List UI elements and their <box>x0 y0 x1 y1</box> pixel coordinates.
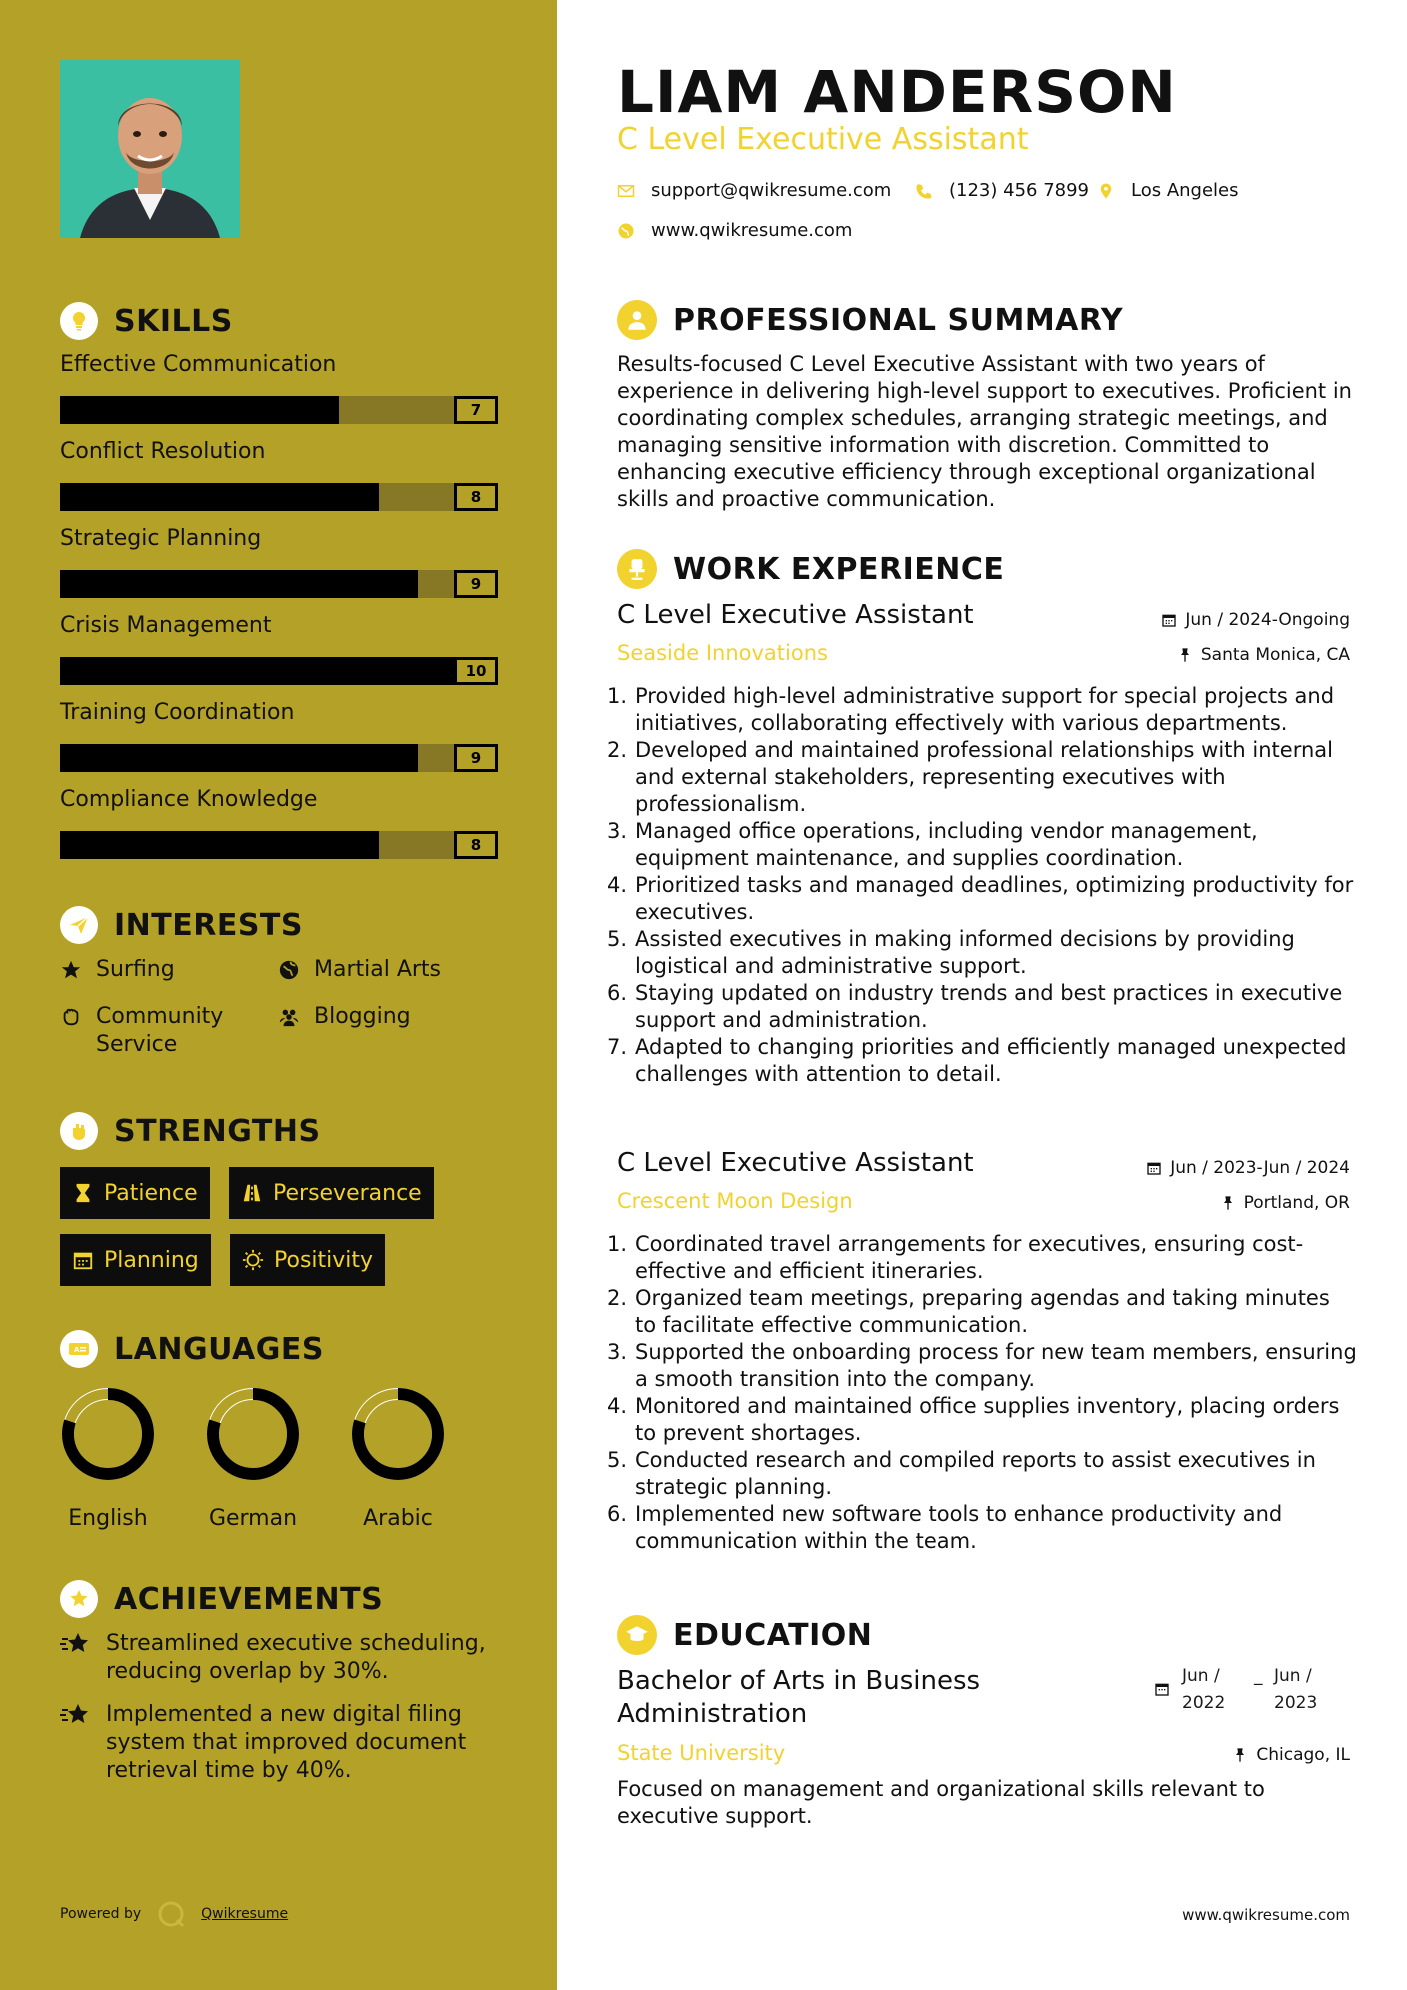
languages-heading <box>60 1330 324 1368</box>
interest-item: Martial Arts <box>278 956 441 984</box>
achievement-star-icon <box>60 1630 92 1658</box>
skill-bar <box>60 657 498 685</box>
responsibility-item: 2. Developed and maintained professional relationships with internal and external stakeholders, representing executives with professionalism. <box>607 738 1333 816</box>
road-icon <box>241 1182 263 1204</box>
users-icon <box>278 1003 302 1031</box>
skill-bar-fill <box>60 831 379 859</box>
skill-name: Effective Communication <box>60 352 337 377</box>
achievements-title: ACHIEVEMENTS <box>114 1581 384 1617</box>
phone-icon <box>915 182 933 200</box>
globe-icon <box>617 222 635 240</box>
strengths-title: STRENGTHS <box>114 1113 321 1149</box>
skill-level-value: 9 <box>454 744 498 772</box>
responsibility-item: 5. Assisted executives in making informed decisions by providing logistical and administrative support. <box>607 927 1295 978</box>
strength-badge: Planning <box>60 1234 211 1286</box>
hourglass-icon <box>72 1182 94 1204</box>
education-start: Jun / 2022 <box>1182 1666 1226 1713</box>
skill-bar <box>60 396 498 424</box>
skill-bar <box>60 570 498 598</box>
skill-name: Training Coordination <box>60 700 295 725</box>
pushpin-icon <box>1220 1195 1236 1211</box>
skill-item <box>60 437 498 506</box>
skill-name: Compliance Knowledge <box>60 787 318 812</box>
skills-title: SKILLS <box>114 303 233 339</box>
calendar-icon <box>1161 612 1177 628</box>
responsibility-item: 6. Staying updated on industry trends and best practices in executive support and administration. <box>607 981 1343 1032</box>
interests-heading <box>60 906 303 944</box>
responsibility-item: 3. Managed office operations, including vendor management, equipment maintenance, and supplies coordination. <box>607 819 1258 870</box>
education-location: Chicago, IL <box>1232 1745 1350 1765</box>
skill-name: Strategic Planning <box>60 526 262 551</box>
skill-level-value: 10 <box>454 657 498 685</box>
lightbulb-icon <box>60 302 98 340</box>
qwikresume-link[interactable]: Qwikresume <box>201 1906 289 1922</box>
sun-icon <box>242 1249 264 1271</box>
star-badge-icon <box>60 1580 98 1618</box>
responsibility-item: 4. Prioritized tasks and managed deadlines, optimizing productivity for executives. <box>607 873 1354 924</box>
calendar-icon <box>72 1249 94 1271</box>
language-name: Arabic <box>363 1506 433 1531</box>
job-location: Santa Monica, CA <box>1177 645 1350 665</box>
skill-item <box>60 611 498 680</box>
responsibility-item: 6. Implemented new software tools to enhance productivity and communication within the team. <box>607 1502 1283 1553</box>
responsibility-item: 4. Monitored and maintained office supplies inventory, placing orders to prevent shortages. <box>607 1394 1340 1445</box>
degree-title: Bachelor of Arts in Business Administration <box>617 1666 981 1729</box>
education-end: Jun / 2023 <box>1274 1666 1318 1713</box>
website-text[interactable]: www.qwikresume.com <box>651 220 853 241</box>
user-icon <box>617 300 657 340</box>
skill-bar-fill <box>60 657 458 685</box>
footer-website[interactable]: www.qwikresume.com <box>1182 1906 1350 1924</box>
phone-contact <box>915 180 1089 201</box>
language-item <box>338 1386 458 1531</box>
skill-bar <box>60 744 498 772</box>
svg-text:A: A <box>74 1346 80 1354</box>
company-name: Seaside Innovations <box>617 641 828 665</box>
summary-heading: PROFESSIONAL SUMMARY <box>617 300 1123 340</box>
job-title: C Level Executive Assistant <box>617 1148 974 1178</box>
envelope-icon <box>617 182 635 200</box>
calendar-icon <box>1154 1681 1170 1697</box>
skill-item <box>60 524 498 593</box>
pushpin-icon <box>1177 647 1193 663</box>
achievements-heading <box>60 1580 383 1618</box>
skill-item <box>60 698 498 767</box>
responsibility-item: 5. Conducted research and compiled reports to assist executives in strategic planning. <box>607 1448 1316 1499</box>
skill-bar-fill <box>60 744 418 772</box>
skill-level-value: 9 <box>454 570 498 598</box>
language-item <box>193 1386 313 1531</box>
main-content <box>557 0 1407 1990</box>
language-level-ring <box>205 1386 301 1482</box>
powered-by: Powered by Qwikresume <box>60 1900 288 1928</box>
language-card-icon <box>60 1330 98 1368</box>
language-name: German <box>208 1506 298 1531</box>
sidebar <box>0 0 557 1990</box>
strength-badge: Patience <box>60 1167 210 1219</box>
responsibility-item: 3. Supported the onboarding process for new team members, ensuring a smooth transition into the company. <box>607 1340 1357 1391</box>
job-responsibilities <box>607 1231 1357 1555</box>
interest-item: Surfing <box>60 956 175 984</box>
responsibility-item: 7. Adapted to changing priorities and efficiently managed unexpected challenges with attention to detail. <box>607 1035 1347 1086</box>
job-title: C Level Executive Assistant <box>617 600 974 630</box>
phone-text[interactable]: (123) 456 7899 <box>949 180 1090 201</box>
website-contact <box>617 220 852 241</box>
language-name: English <box>68 1506 148 1531</box>
skill-item <box>60 350 498 419</box>
star-icon <box>60 956 84 984</box>
calendar-icon <box>1146 1160 1162 1176</box>
job-dates: Jun / 2024-Ongoing <box>1161 610 1350 630</box>
skill-name: Crisis Management <box>60 613 272 638</box>
qwikresume-logo-icon <box>157 1900 185 1928</box>
skill-bar-fill <box>60 483 379 511</box>
fist-icon <box>60 1112 98 1150</box>
skills-heading <box>60 302 233 340</box>
globe-icon <box>278 956 302 984</box>
job-responsibilities <box>607 683 1357 1088</box>
responsibility-item: 1. Coordinated travel arrangements for executives, ensuring cost-effective and efficient itineraries. <box>607 1232 1304 1283</box>
graduation-icon <box>617 1615 657 1655</box>
office-chair-icon <box>617 549 657 589</box>
education-dates: Jun / 2022 _ Jun / 2023 <box>1154 1663 1336 1717</box>
interest-item: Blogging <box>278 1003 411 1031</box>
email-contact <box>617 180 891 201</box>
location-contact <box>1097 180 1239 201</box>
interest-item: Community Service <box>60 1003 260 1059</box>
language-level-ring <box>60 1386 156 1482</box>
education-description: Focused on management and organizational skills relevant to executive support. <box>617 1777 1265 1828</box>
language-item <box>48 1386 168 1531</box>
experience-heading: WORK EXPERIENCE <box>617 549 1004 589</box>
location-text: Los Angeles <box>1131 180 1239 201</box>
education-heading: EDUCATION <box>617 1615 872 1655</box>
job-dates: Jun / 2023-Jun / 2024 <box>1146 1158 1350 1178</box>
achievement-star-icon <box>60 1701 92 1729</box>
responsibility-item: 1. Provided high-level administrative support for special projects and initiatives, collaborating effectively with various departments. <box>607 684 1335 735</box>
skill-item <box>60 785 498 854</box>
achievement-item: Implemented a new digital filing system that improved document retrieval time by 40%. <box>60 1701 510 1785</box>
skill-bar <box>60 483 498 511</box>
interests-title: INTERESTS <box>114 907 303 943</box>
email-text[interactable]: support@qwikresume.com <box>651 180 892 201</box>
strength-badge: Positivity <box>230 1234 385 1286</box>
pushpin-icon <box>1232 1747 1248 1763</box>
company-name: Crescent Moon Design <box>617 1189 853 1213</box>
skill-bar <box>60 831 498 859</box>
language-level-ring <box>350 1386 446 1482</box>
skill-level-value: 7 <box>454 396 498 424</box>
map-pin-icon <box>1097 182 1115 200</box>
summary-text: Results-focused C Level Executive Assistant with two years of experience in delivering high-level support to executives. Proficient in coordinating complex schedules, arranging strategic meetings, and managing sensitive information with discretion. Committed to enhancing executive efficiency through exceptional organizational skills and proactive communication. <box>617 352 1352 511</box>
skill-level-value: 8 <box>454 831 498 859</box>
hand-icon <box>60 1003 84 1031</box>
job-location: Portland, OR <box>1220 1193 1350 1213</box>
profile-photo <box>60 60 240 238</box>
strengths-heading <box>60 1112 321 1150</box>
skill-level-value: 8 <box>454 483 498 511</box>
achievement-item: Streamlined executive scheduling, reducing overlap by 30%. <box>60 1630 510 1686</box>
school-name: State University <box>617 1741 786 1765</box>
languages-title: LANGUAGES <box>114 1331 324 1367</box>
candidate-role: C Level Executive Assistant <box>617 122 1029 157</box>
skill-bar-fill <box>60 396 339 424</box>
responsibility-item: 2. Organized team meetings, preparing agendas and taking minutes to facilitate effective communication. <box>607 1286 1330 1337</box>
strength-badge: Perseverance <box>229 1167 434 1219</box>
candidate-name: LIAM ANDERSON <box>617 58 1177 126</box>
skill-name: Conflict Resolution <box>60 439 266 464</box>
paper-plane-icon <box>60 906 98 944</box>
skill-bar-fill <box>60 570 418 598</box>
